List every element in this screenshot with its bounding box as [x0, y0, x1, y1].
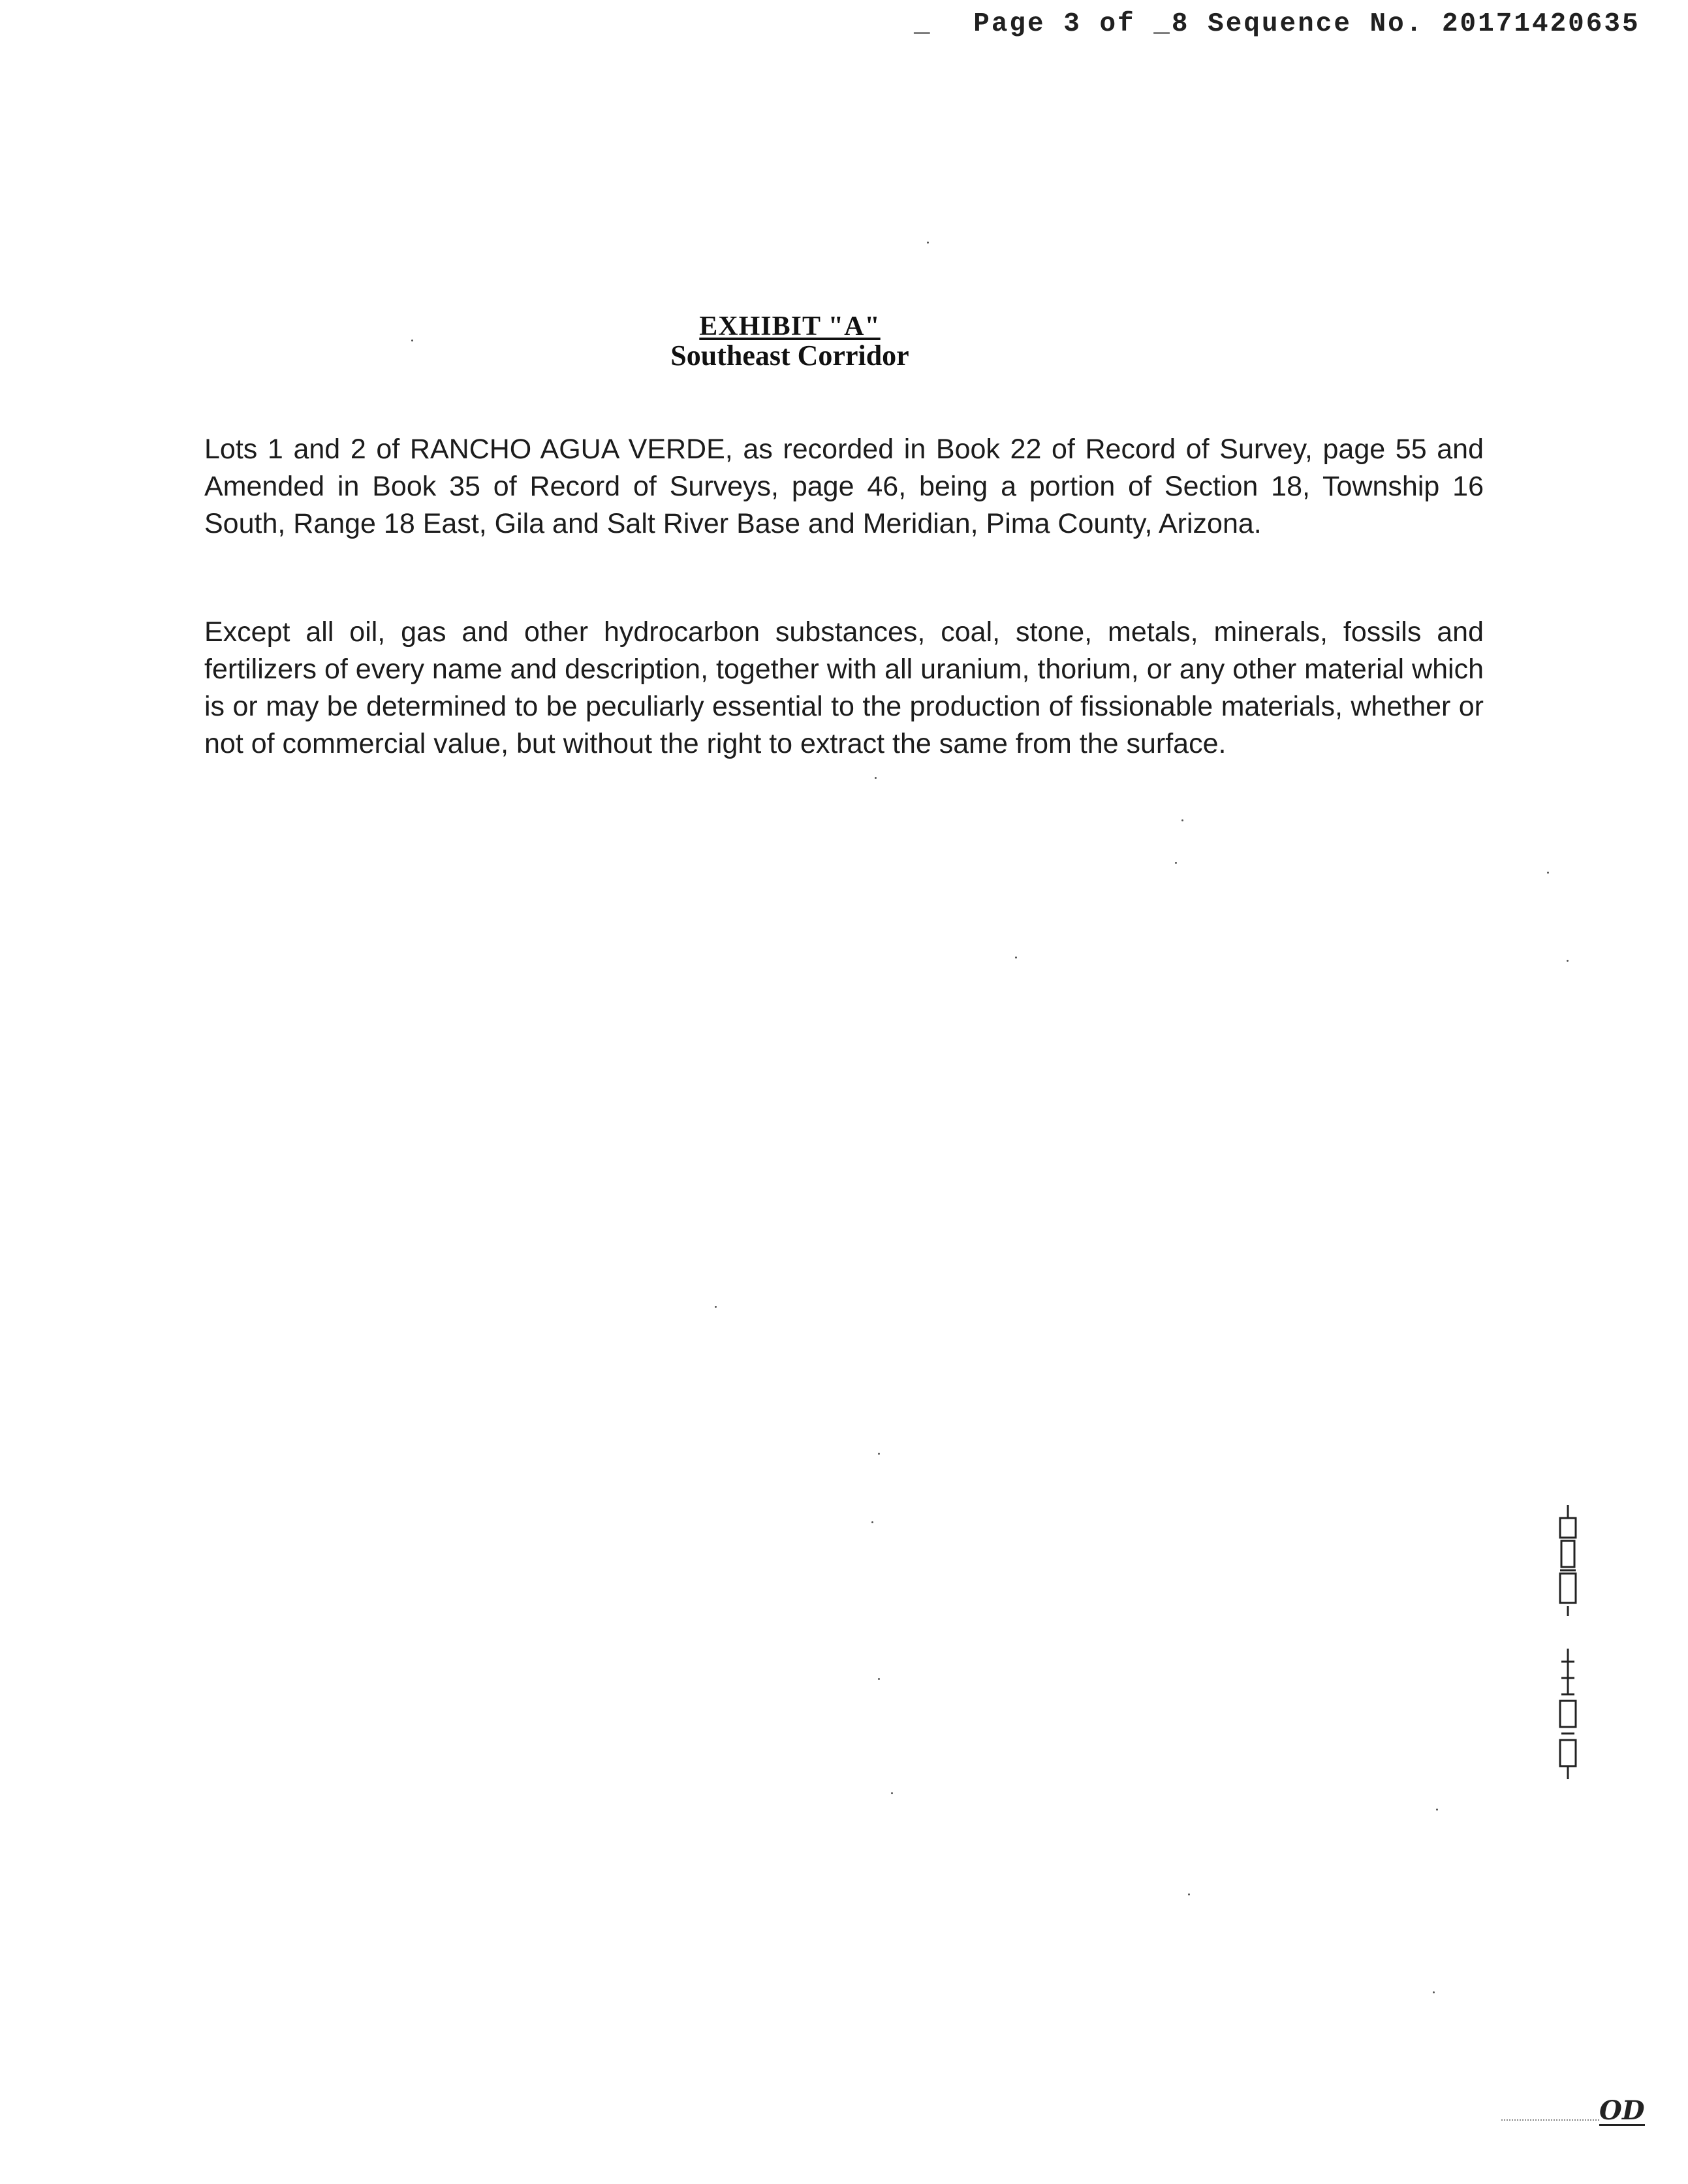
- scan-speck: [715, 1306, 717, 1308]
- footer-dotted-line: [1501, 2119, 1599, 2121]
- scan-speck: [878, 1453, 880, 1455]
- footer-initials: OD: [1599, 2095, 1645, 2126]
- exhibit-title: EXHIBIT "A": [699, 311, 881, 341]
- scan-speck: [875, 777, 877, 779]
- scan-speck: [411, 340, 413, 341]
- page-header: [914, 9, 1640, 39]
- scan-speck: [871, 1521, 873, 1523]
- sequence-number: 20171420635: [1441, 9, 1640, 39]
- footer-initials-mark: [1501, 2089, 1645, 2129]
- scan-speck: [1547, 872, 1549, 874]
- scan-speck: [1015, 957, 1017, 958]
- exception-paragraph: Except all oil, gas and other hydrocarbon substances, coal, stone, metals, minerals, fossils and fertilizers of every name and description, together with all uranium, thorium, or any other material which is or may be determined to be peculiarly essential to the production of fissionable materials, whether or not of commercial value, but without the right to extract the same from the surface.: [204, 616, 1484, 759]
- scan-speck: [1567, 960, 1569, 962]
- scan-speck: [1188, 1893, 1190, 1895]
- scan-speck: [878, 1678, 880, 1680]
- page-info: Page 3 of: [973, 9, 1136, 39]
- sequence-label: Sequence No.: [1208, 9, 1424, 39]
- scan-speck: [927, 242, 929, 244]
- exhibit-subtitle: Southeast Corridor: [670, 340, 909, 372]
- scan-speck: [1181, 819, 1183, 821]
- legal-description-paragraph: Lots 1 and 2 of RANCHO AGUA VERDE, as recorded in Book 22 of Record of Survey, page 55 and Amended in Book 35 of Record of Surveys, page 46, being a portion of Section 18, Township 16 South, Range 18 East, Gila and Salt River Base and Meridian, Pima County, Arizona.: [204, 434, 1484, 539]
- scan-speck: [891, 1792, 893, 1794]
- header-dash: _: [914, 9, 932, 39]
- recording-stamp-icon: [1554, 1498, 1582, 1786]
- scan-speck: [1175, 862, 1177, 864]
- scan-speck: [1436, 1809, 1438, 1811]
- exhibit-title-block: [0, 312, 1580, 371]
- scan-speck: [1433, 1991, 1435, 1993]
- page-total: _8: [1153, 9, 1190, 39]
